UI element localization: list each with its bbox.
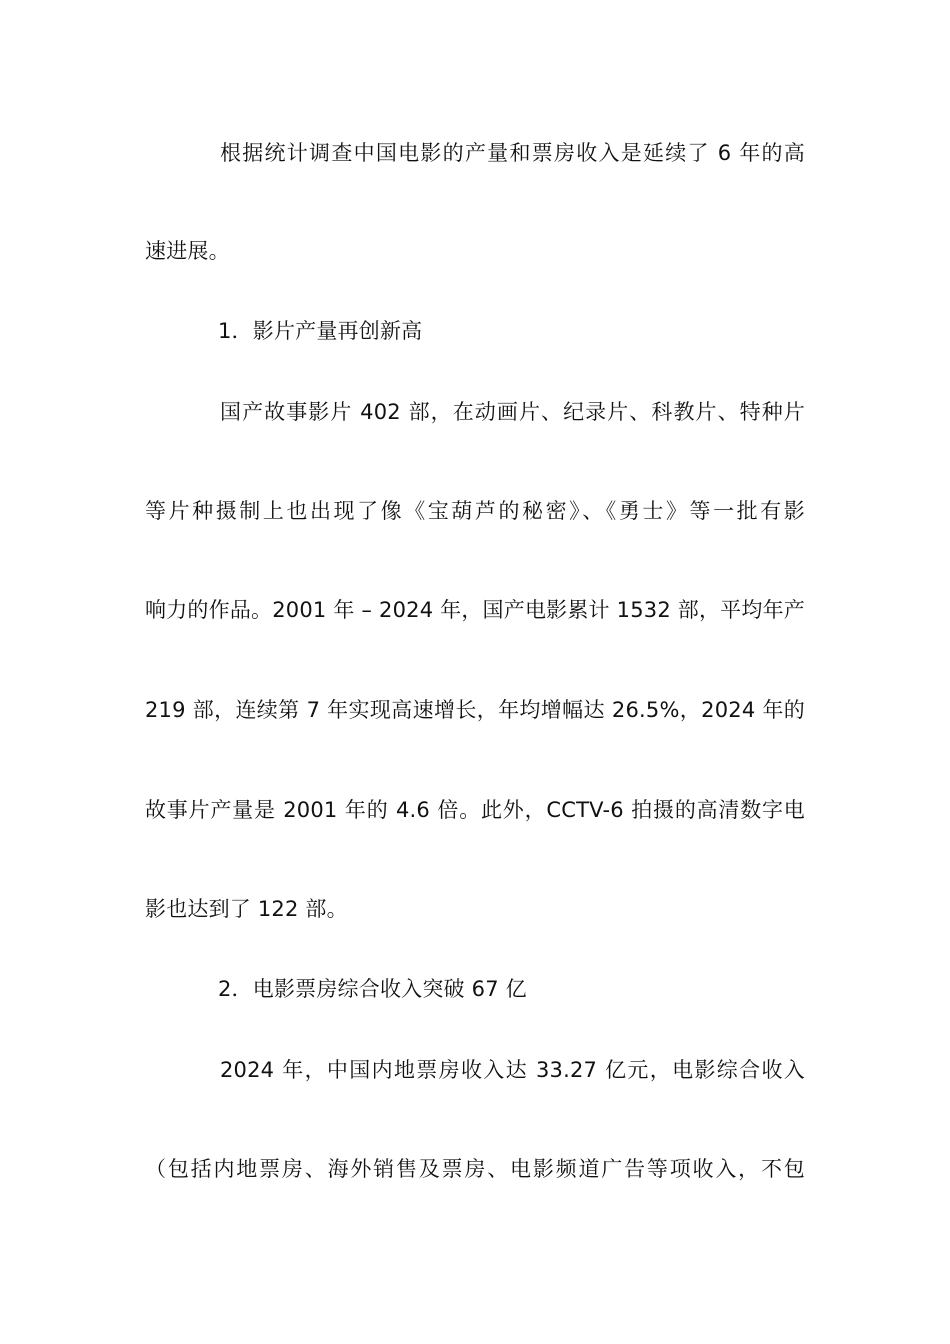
paragraph-3-line-1: 2024 年，中国内地票房收入达 33.27 亿元，电影综合收入 [220,1058,805,1082]
paragraph-2-line-1: 国产故事影片 402 部，在动画片、纪录片、科教片、特种片 [220,400,805,424]
section-heading-1: 1．影片产量再创新高 [218,319,423,343]
paragraph-2-line-3: 响力的作品。2001 年 – 2024 年，国产电影累计 1532 部，平均年产 [145,598,805,622]
paragraph-1-line-2: 速进展。 [145,239,230,263]
paragraph-2-line-6: 影也达到了 122 部。 [145,897,348,921]
section-heading-2: 2．电影票房综合收入突破 67 亿 [218,977,527,1001]
paragraph-1-line-1: 根据统计调查中国电影的产量和票房收入是延续了 6 年的高 [220,141,805,165]
paragraph-2-line-5: 故事片产量是 2001 年的 4.6 倍。此外，CCTV-6 拍摄的高清数字电 [145,798,805,822]
paragraph-3-line-2: （包括内地票房、海外销售及票房、电影频道广告等项收入，不包 [145,1157,805,1181]
paragraph-2-line-4: 219 部，连续第 7 年实现高速增长，年均增幅达 26.5%，2024 年的 [145,698,805,722]
paragraph-2-line-2: 等片种摄制上也出现了像《宝葫芦的秘密》、《勇士》等一批有影 [145,499,805,523]
